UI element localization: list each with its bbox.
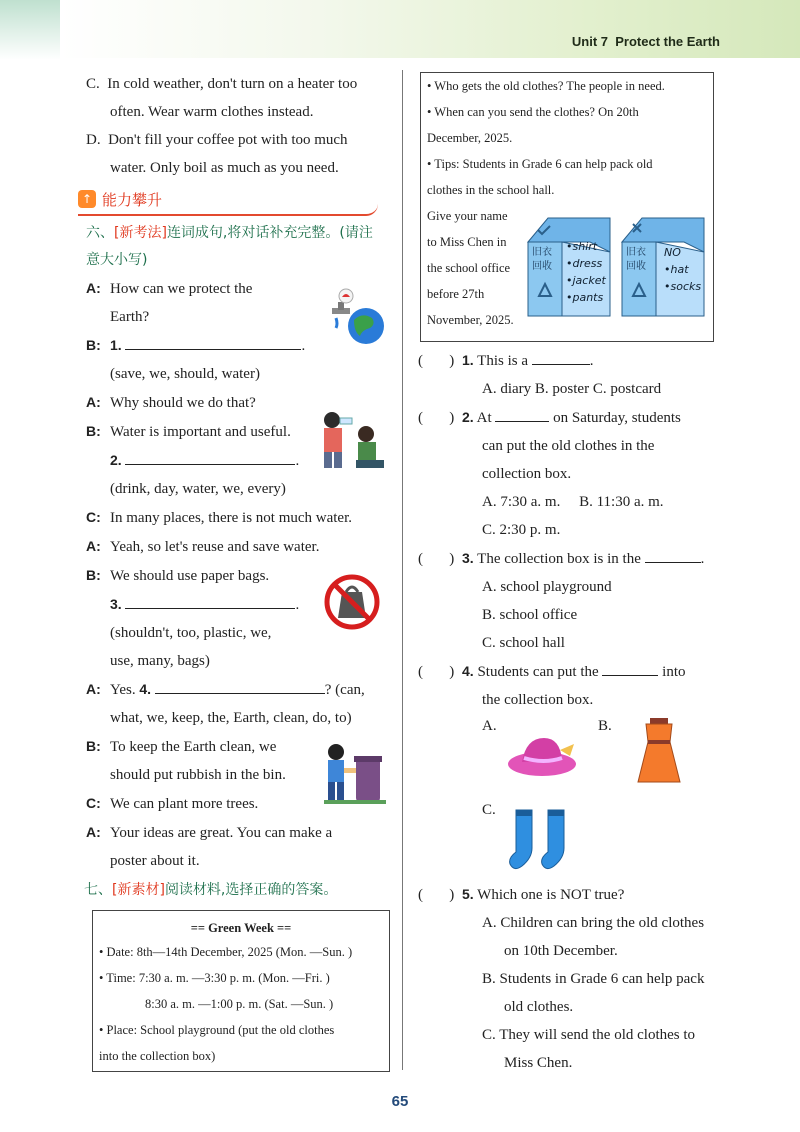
notice-give-0: Give your name <box>427 209 508 223</box>
q5-option-a2: on 10th December. <box>504 943 618 959</box>
q4-option-c[interactable]: C. <box>482 802 496 818</box>
bin2-cn1: 旧衣 <box>626 247 646 258</box>
option-c-line2: often. Wear warm clothes instead. <box>110 104 314 120</box>
bin1-cn1: 旧衣 <box>532 247 552 258</box>
hint-3b: use, many, bags) <box>110 653 210 669</box>
q2-line2: can put the old clothes in the <box>482 438 655 454</box>
q2-options-ab: A. 7:30 a. m. B. 11:30 a. m. <box>482 494 664 510</box>
unit-header <box>572 34 720 49</box>
up-arrow-icon: ↑ <box>78 190 96 208</box>
dialog-b3: B: We should use paper bags. <box>86 567 270 584</box>
hint-3a: (shouldn't, too, plastic, we, <box>110 625 272 641</box>
question-2: ( ) 2. At on Saturday, students <box>418 403 718 432</box>
question-3: ( ) 3. The collection box is in the . <box>418 544 718 573</box>
dress-icon <box>636 716 682 786</box>
q5-option-c1: C. They will send the old clothes to <box>482 1027 696 1043</box>
notice-when1: • When can you send the clothes? On 20th <box>427 105 639 119</box>
bin2-cn2: 回收 <box>626 261 646 272</box>
earth-tap-illustration <box>328 288 386 350</box>
q4-line2: the collection box. <box>482 692 594 708</box>
hint-4: what, we, keep, the, Earth, clean, do, to) <box>110 710 352 726</box>
unit-title: Protect the Earth <box>615 34 720 49</box>
q5-option-a1: A. Children can bring the old clothes <box>482 915 705 931</box>
question-5-block <box>418 880 718 1077</box>
q3-option-c: C. school hall <box>482 635 565 651</box>
answer-blank-1[interactable] <box>125 333 301 350</box>
q3-option-a: A. school playground <box>482 579 612 595</box>
collection-bin-no <box>618 212 708 320</box>
notice-give-2: the school office <box>427 261 511 275</box>
bin1-item-1: •dress <box>566 257 603 270</box>
dialog-a2: A: Why should we do that? <box>86 394 256 411</box>
notice-who: • Who gets the old clothes? The people in need. <box>427 79 665 93</box>
q4-option-b[interactable]: B. <box>598 718 612 734</box>
header-band <box>60 0 800 58</box>
option-d-line1: D. Don't fill your coffee pot with too much <box>86 132 348 148</box>
unit-label: Unit 7 <box>571 34 609 49</box>
question-1: ( ) 1. This is a . <box>418 346 718 375</box>
notice-give-3: before 27th <box>427 287 485 301</box>
q4-option-a[interactable]: A. <box>482 718 497 734</box>
notice-tips1: • Tips: Students in Grade 6 can help pack old <box>427 157 653 171</box>
dialog-c1: C: In many places, there is not much water. <box>86 509 353 526</box>
socks-icon <box>508 806 580 872</box>
dialog-a5-cont: poster about it. <box>110 853 200 869</box>
answer-blank-2[interactable] <box>125 448 295 465</box>
drinking-water-illustration <box>316 408 386 472</box>
dialog-b1: B: 1. . <box>86 331 396 360</box>
q4-blank[interactable] <box>602 659 658 676</box>
q2-blank[interactable] <box>495 405 549 422</box>
q3-blank[interactable] <box>645 546 701 563</box>
green-week-time2: 8:30 a. m. —1:00 p. m. (Sat. —Sun. ) <box>145 997 334 1011</box>
dialog-b4-cont: should put rubbish in the bin. <box>110 767 286 783</box>
q1-blank[interactable] <box>532 348 590 365</box>
green-week-notice <box>92 910 390 1072</box>
q5-option-b1: B. Students in Grade 6 can help pack <box>482 971 705 987</box>
green-week-place1: • Place: School playground (put the old clothes <box>99 1023 335 1037</box>
bin1-cn2: 回收 <box>532 261 552 272</box>
notice-give-1: to Miss Chen in <box>427 235 507 249</box>
green-week-title: == Green Week == <box>190 921 292 935</box>
q3-option-b: B. school office <box>482 607 578 623</box>
dialog-b4: B: To keep the Earth clean, we <box>86 738 277 755</box>
q5-option-b2: old clothes. <box>504 999 574 1015</box>
dialog-b2: B: Water is important and useful. <box>86 423 291 440</box>
q2-line3: collection box. <box>482 466 572 482</box>
q2-option-c: C. 2:30 p. m. <box>482 522 561 538</box>
section-7-heading: 七、[新素材]阅读材料,选择正确的答案。 <box>84 882 338 898</box>
dialog-a4: A: Yes. 4. ? (can, <box>86 675 396 704</box>
bin1-item-3: •pants <box>566 291 604 304</box>
hint-2: (drink, day, water, we, every) <box>110 481 286 497</box>
question-5: ( ) 5. Which one is NOT true? <box>418 886 625 903</box>
question-4: ( ) 4. Students can put the into <box>418 657 718 686</box>
green-week-time1: • Time: 7:30 a. m. —3:30 p. m. (Mon. —Fri. ) <box>99 971 330 985</box>
answer-blank-4[interactable] <box>155 677 325 694</box>
notice-tips2: clothes in the school hall. <box>427 183 555 197</box>
column-divider <box>402 70 403 1070</box>
hat-icon <box>506 732 582 780</box>
green-week-date: • Date: 8th—14th December, 2025 (Mon. —Sun. ) <box>99 945 353 959</box>
collection-bin-yes <box>524 212 614 320</box>
dialog-a5: A: Your ideas are great. You can make a <box>86 824 333 841</box>
bin2-item-0: NO <box>664 246 681 259</box>
rubbish-bin-illustration <box>320 742 388 806</box>
blank-2-line: 2. . <box>86 446 396 475</box>
q1-options: A. diary B. poster C. postcard <box>482 381 662 397</box>
dialog-a3: A: Yeah, so let's reuse and save water. <box>86 538 320 555</box>
dialog-c2: C: We can plant more trees. <box>86 795 259 812</box>
option-d-line2: water. Only boil as much as you need. <box>110 160 339 176</box>
section-6-heading-cont: 意大小写) <box>86 252 148 268</box>
dialog-a1-cont: Earth? <box>110 309 150 325</box>
hint-1: (save, we, should, water) <box>110 366 260 382</box>
notice-when2: December, 2025. <box>427 131 513 145</box>
no-plastic-bag-sign <box>322 572 382 632</box>
bin1-item-0: •shirt <box>566 240 598 253</box>
green-week-place2: into the collection box) <box>99 1049 216 1063</box>
bin1-item-2: •jacket <box>566 274 606 287</box>
option-c-line1: C. In cold weather, don't turn on a heater too <box>86 76 358 92</box>
blank-3-line: 3. . <box>86 590 396 619</box>
ability-title: 能力攀升 <box>102 191 163 209</box>
bin2-item-2: •socks <box>664 280 702 293</box>
section-6-heading: 六、[新考法]连词成句,将对话补充完整。(请注 <box>86 225 373 241</box>
q5-option-c2: Miss Chen. <box>504 1055 573 1071</box>
questions-column <box>418 346 718 714</box>
notice-give-4: November, 2025. <box>427 313 514 327</box>
corner-decoration <box>0 0 60 60</box>
answer-blank-3[interactable] <box>125 592 295 609</box>
page-number: 65 <box>391 1093 409 1110</box>
ability-section-bar <box>78 188 378 216</box>
bin2-item-1: •hat <box>664 263 689 276</box>
dialog-a1: A: How can we protect the <box>86 280 253 297</box>
